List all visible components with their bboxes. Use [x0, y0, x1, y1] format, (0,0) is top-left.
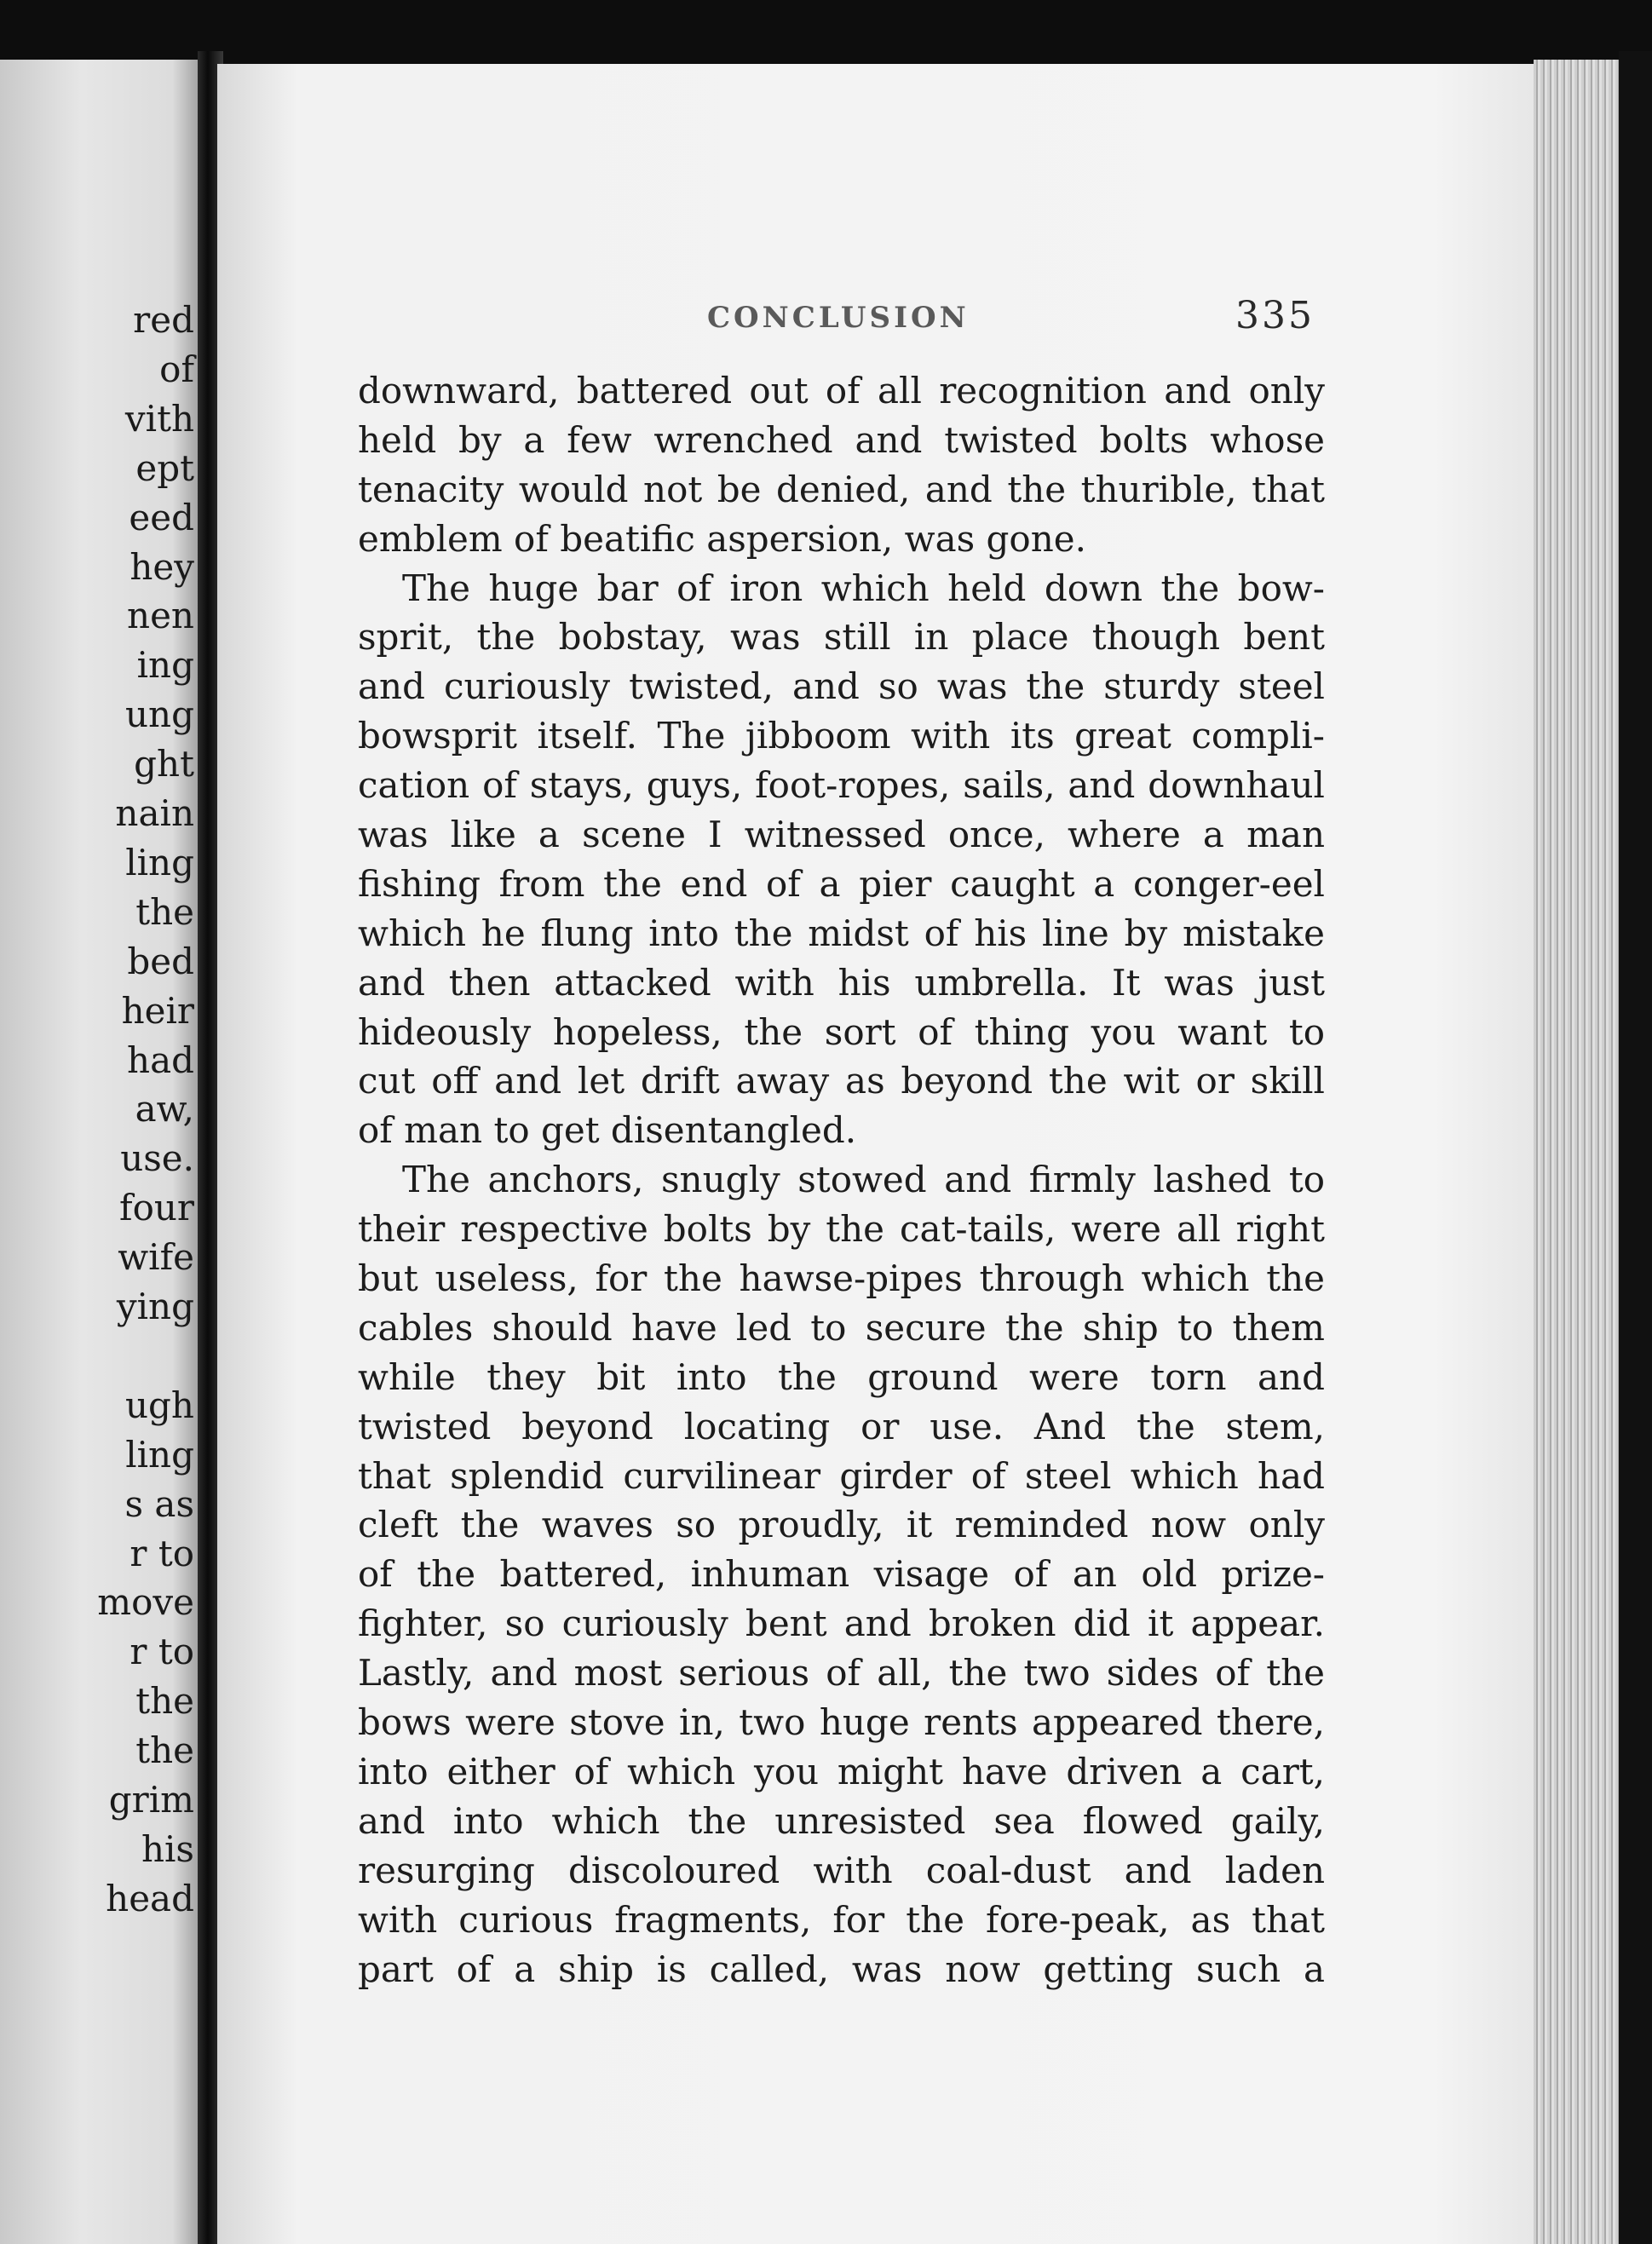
previous-page-fragment: s as: [124, 1482, 194, 1525]
text-line: into either of which you might have driven a cart,: [358, 1750, 1325, 1792]
text-line: fighter, so curiously bent and broken did it appear.: [358, 1602, 1325, 1645]
previous-page-fragment: the: [135, 1729, 194, 1772]
text-line: and curiously twisted, and so was the sturdy steel: [358, 665, 1325, 708]
previous-page-fragment: heir: [121, 989, 194, 1032]
previous-page-fragment: four: [119, 1187, 194, 1229]
previous-page-fragment: r to: [130, 1532, 194, 1574]
text-line: that splendid curvilinear girder of steel which had: [358, 1454, 1325, 1497]
text-line: resurging discoloured with coal-dust and laden: [358, 1849, 1325, 1891]
previous-page-edge: [0, 60, 203, 2244]
previous-page-fragment: ugh: [125, 1384, 194, 1426]
previous-page-fragment: the: [135, 1680, 194, 1723]
text-line: cables should have led to secure the ship to them: [358, 1306, 1325, 1349]
previous-page-fragment: nen: [127, 595, 194, 637]
previous-page-fragment: the: [135, 890, 194, 933]
text-line: hideously hopeless, the sort of thing you want to: [358, 1010, 1325, 1053]
text-line: fishing from the end of a pier caught a conger-eel: [358, 862, 1325, 905]
page-number: 335: [1235, 294, 1315, 337]
text-line: The huge bar of iron which held down the bow-: [402, 567, 1325, 609]
text-line: bowsprit itself. The jibboom with its great compli-: [358, 715, 1325, 757]
previous-page-fragment: ung: [125, 693, 194, 736]
text-line: sprit, the bobstay, was still in place though bent: [358, 616, 1325, 659]
text-line: bows were stove in, two huge rents appeared there,: [358, 1701, 1325, 1744]
text-line: which he flung into the midst of his line by mistake: [358, 912, 1325, 954]
previous-page-fragment: head: [106, 1877, 194, 1919]
text-line: and into which the unresisted sea flowed gaily,: [358, 1799, 1325, 1842]
text-line: was like a scene I witnessed once, where a man: [358, 814, 1325, 856]
previous-page-fragment: of: [159, 348, 194, 390]
text-line: emblem of beatific aspersion, was gone.: [358, 517, 1086, 560]
text-line: but useless, for the hawse-pipes through which the: [358, 1257, 1325, 1300]
text-line: The anchors, snugly stowed and firmly lashed to: [402, 1159, 1325, 1201]
previous-page-fragment: eed: [129, 496, 194, 538]
body-text: [358, 366, 1325, 1994]
text-line: cleft the waves so proudly, it reminded now only: [358, 1504, 1325, 1546]
text-line: with curious fragments, for the fore-peak, as that: [358, 1898, 1325, 1941]
text-line: part of a ship is called, was now getting such a: [358, 1948, 1325, 1990]
page-header: [217, 294, 1568, 345]
previous-page-fragment: vith: [124, 397, 194, 440]
running-head: CONCLUSION: [707, 301, 970, 335]
previous-page-fragment: grim: [108, 1779, 194, 1821]
text-line: while they bit into the ground were torn and: [358, 1355, 1325, 1398]
previous-page-fragment: red: [133, 299, 194, 341]
text-line: held by a few wrenched and twisted bolts whose: [358, 418, 1325, 461]
previous-page-fragment: ing: [136, 644, 194, 687]
previous-page-fragment: ept: [135, 446, 194, 489]
previous-page-fragment: hey: [130, 545, 194, 588]
text-line: twisted beyond locating or use. And the stem,: [358, 1405, 1325, 1447]
scan-border: [1619, 51, 1652, 2244]
previous-page-fragment: ling: [125, 841, 194, 883]
previous-page-fragment: r to: [130, 1631, 194, 1673]
text-line: cut off and let drift away as beyond the wit or skill: [358, 1060, 1325, 1102]
book-page: [217, 64, 1568, 2244]
previous-page-fragment: aw,: [135, 1088, 194, 1131]
previous-page-fragment: move: [97, 1581, 194, 1624]
text-line: Lastly, and most serious of all, the two sides of the: [358, 1652, 1325, 1695]
previous-page-fragment: had: [127, 1039, 194, 1081]
previous-page-fragment: ght: [134, 743, 194, 785]
text-line: and then attacked with his umbrella. It was just: [358, 961, 1325, 1004]
text-line: their respective bolts by the cat-tails, were all right: [358, 1208, 1325, 1251]
text-line: cation of stays, guys, foot-ropes, sails, and downhaul: [358, 764, 1325, 807]
previous-page-fragment: ying: [116, 1286, 194, 1327]
text-line: of the battered, inhuman visage of an old prize-: [358, 1553, 1325, 1596]
text-line: of man to get disentangled.: [358, 1109, 857, 1152]
previous-page-fragment: nain: [115, 792, 194, 834]
text-line: downward, battered out of all recognition and only: [358, 370, 1325, 411]
text-line: tenacity would not be denied, and the thurible, that: [358, 468, 1325, 510]
previous-page-fragment: use.: [120, 1137, 194, 1180]
previous-page-fragment: ling: [125, 1433, 194, 1476]
previous-page-fragment: bed: [127, 940, 194, 982]
previous-page-fragment: his: [141, 1827, 194, 1870]
previous-page-fragment: wife: [118, 1236, 194, 1279]
